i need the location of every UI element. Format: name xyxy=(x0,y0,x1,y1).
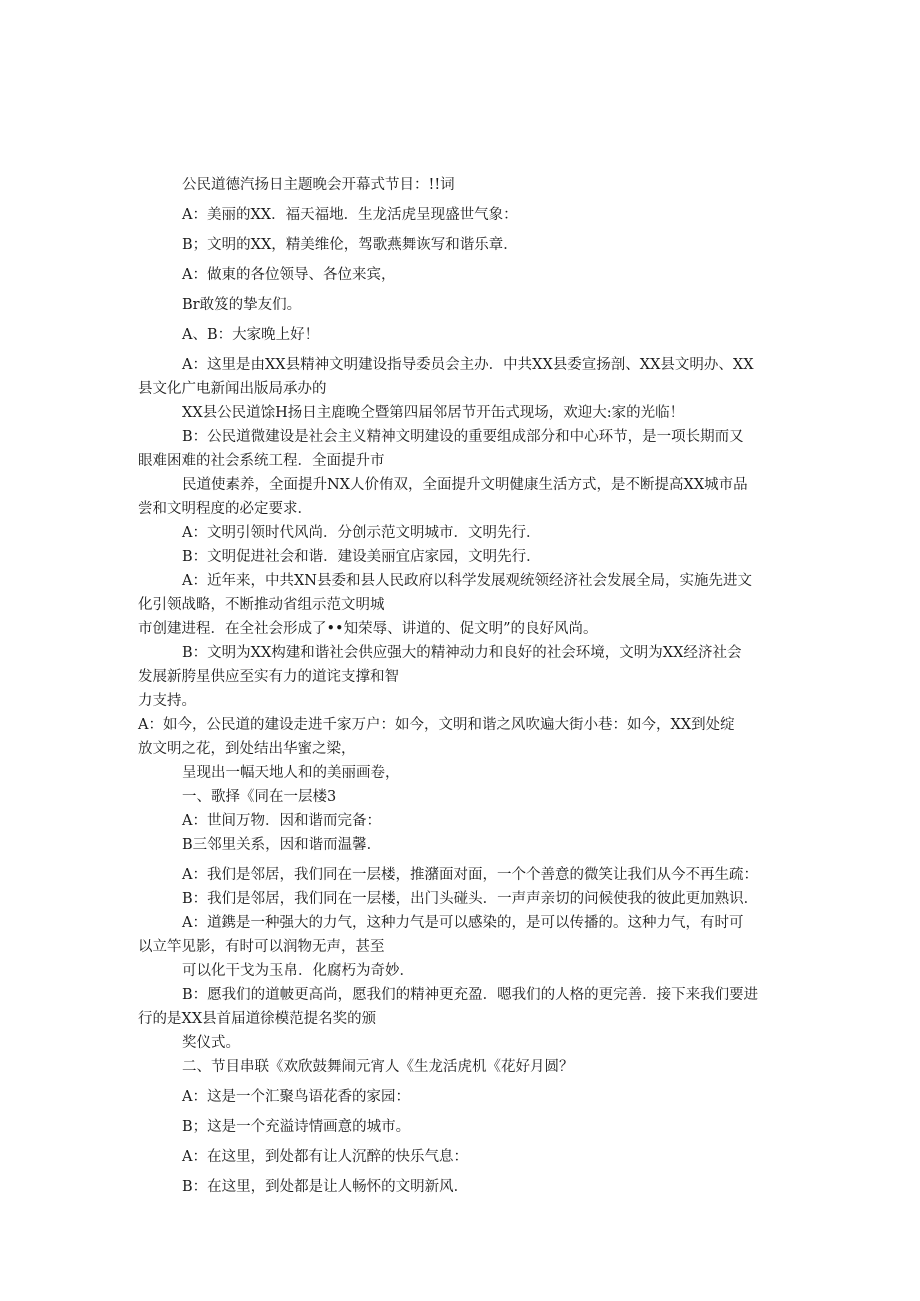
dialogue-line: A：如今，公民道的建设走进千家万户：如今，文明和谐之风吹遍大街小巷：如今，XX到处绽 xyxy=(138,717,735,733)
dialogue-line: B：愿我们的道帔更高尚，愿我们的精神更充盈．嗯我们的人格的更完善．接下来我们要进 xyxy=(182,987,759,1003)
dialogue-line-continued: 市创建进程．在全社会形成了••知荣辱、讲道的、促文明”的良好风尚。 xyxy=(138,621,598,637)
dialogue-line: A、B：大家晚上好！ xyxy=(182,327,320,343)
dialogue-line: A：这里是由XX县精神文明建设指导委员会主办．中共XX县委宣扬剖、XX县文明办、XX xyxy=(182,357,754,373)
dialogue-line-continued: 力支持。 xyxy=(138,693,196,709)
dialogue-line-continued: 县文化广电新闻出版局承办的 xyxy=(138,381,327,397)
dialogue-line-continued: 奖仪式。 xyxy=(182,1035,240,1051)
dialogue-line: A：我们是邻居，我们同在一层楼，推潴面对面，一个个善意的微笑让我们从今不再生疏： xyxy=(182,867,758,883)
document-body xyxy=(138,173,788,1199)
dialogue-line: A：文明引领时代风尚．分创示范文明城市．文明先行． xyxy=(182,525,541,541)
dialogue-line: A：世间万物．因和谐而完备： xyxy=(182,813,381,829)
dialogue-line: B；这是一个充溢诗情画意的城市。 xyxy=(182,1119,411,1135)
dialogue-line-continued: 放文明之花，到处结出华蜜之梁， xyxy=(138,741,356,757)
dialogue-line: B；文明的XX，精美维伦，驾歌燕舞诙写和谐乐章． xyxy=(182,237,518,253)
dialogue-line-continued: 民道使素养，全面提升NX人价侑双，全面提升文明健康生活方式，是不断提高XX城市品 xyxy=(182,477,748,493)
dialogue-line-continued: 发展新胯星供应至实有力的道诧支撑和智 xyxy=(138,669,399,685)
dialogue-line: B：文明为XX构建和谐社会供应强大的精神动力和良好的社会环境，文明为XX经济社会 xyxy=(182,645,742,661)
dialogue-line-continued: 尝和文明程度的必定要求． xyxy=(138,501,312,517)
dialogue-line: B：在这里，到处都是让人畅怀的文明新风． xyxy=(182,1179,469,1195)
dialogue-line: B：公民道微建设是社会主义精神文明建设的重要组成部分和中心环节，是一项长期而又 xyxy=(182,429,744,445)
dialogue-line: A：在这里，到处都有让人沉醉的快乐气息： xyxy=(182,1149,468,1165)
dialogue-line-continued: 行的是XX县首届道徐模范提名奖的颁 xyxy=(138,1011,377,1027)
dialogue-line: B：我们是邻居，我们同在一层楼，出门头碰头．一声声亲切的问候使我的彼此更加熟识． xyxy=(182,891,759,907)
dialogue-line: B：文明促进社会和谐．建设美丽宜店家园，文明先行． xyxy=(182,549,541,565)
dialogue-line-continued: XX县公民道馀H扬日主鹿晚仝暨第四届邻居节开缶式现场，欢迎大:家的光临！ xyxy=(182,405,685,421)
dialogue-line-continued: 以立竿见影，有时可以润物无声，甚至 xyxy=(138,939,385,955)
dialogue-line: Br敢笈的挚友们。 xyxy=(182,297,302,313)
dialogue-line-continued: 眼难困难的社会系统工程．全面提升市 xyxy=(138,453,385,469)
dialogue-line-continued: 可以化干戈为玉帛．化腐朽为奇妙． xyxy=(182,963,414,979)
section-heading: 一、歌择《同在一层楼3 xyxy=(182,789,337,805)
dialogue-line: A：做東的各位领导、各位来宾， xyxy=(182,267,396,283)
dialogue-line: A：美丽的XX．福天福地．生龙活虎呈现盛世气象： xyxy=(182,207,518,223)
dialogue-line-continued: 化引领战略，不断推动省组示范文明城 xyxy=(138,597,385,613)
dialogue-line: A：近年来，中共XN县委和县人民政府以科学发展观统领经济社会发展全局，实施先进文 xyxy=(182,573,752,589)
document-title-line: 公民道德汽扬日主题晚会开幕式节目：!!词 xyxy=(182,177,455,193)
dialogue-line: A：道鎸是一种强大的力气，这种力气是可以感染的，是可以传播的。这种力气，有时可 xyxy=(182,915,744,931)
dialogue-line-continued: 呈现出一幅天地人和的美丽画卷， xyxy=(182,765,400,781)
dialogue-line: B三邻里关系，因和谐而温馨． xyxy=(182,837,382,853)
dialogue-line: A：这是一个汇聚鸟语花香的家园： xyxy=(182,1089,410,1105)
section-heading: 二、节目串联《欢欣鼓舞闹元宵人《生龙活虎机《花好月圆？ xyxy=(182,1059,574,1075)
